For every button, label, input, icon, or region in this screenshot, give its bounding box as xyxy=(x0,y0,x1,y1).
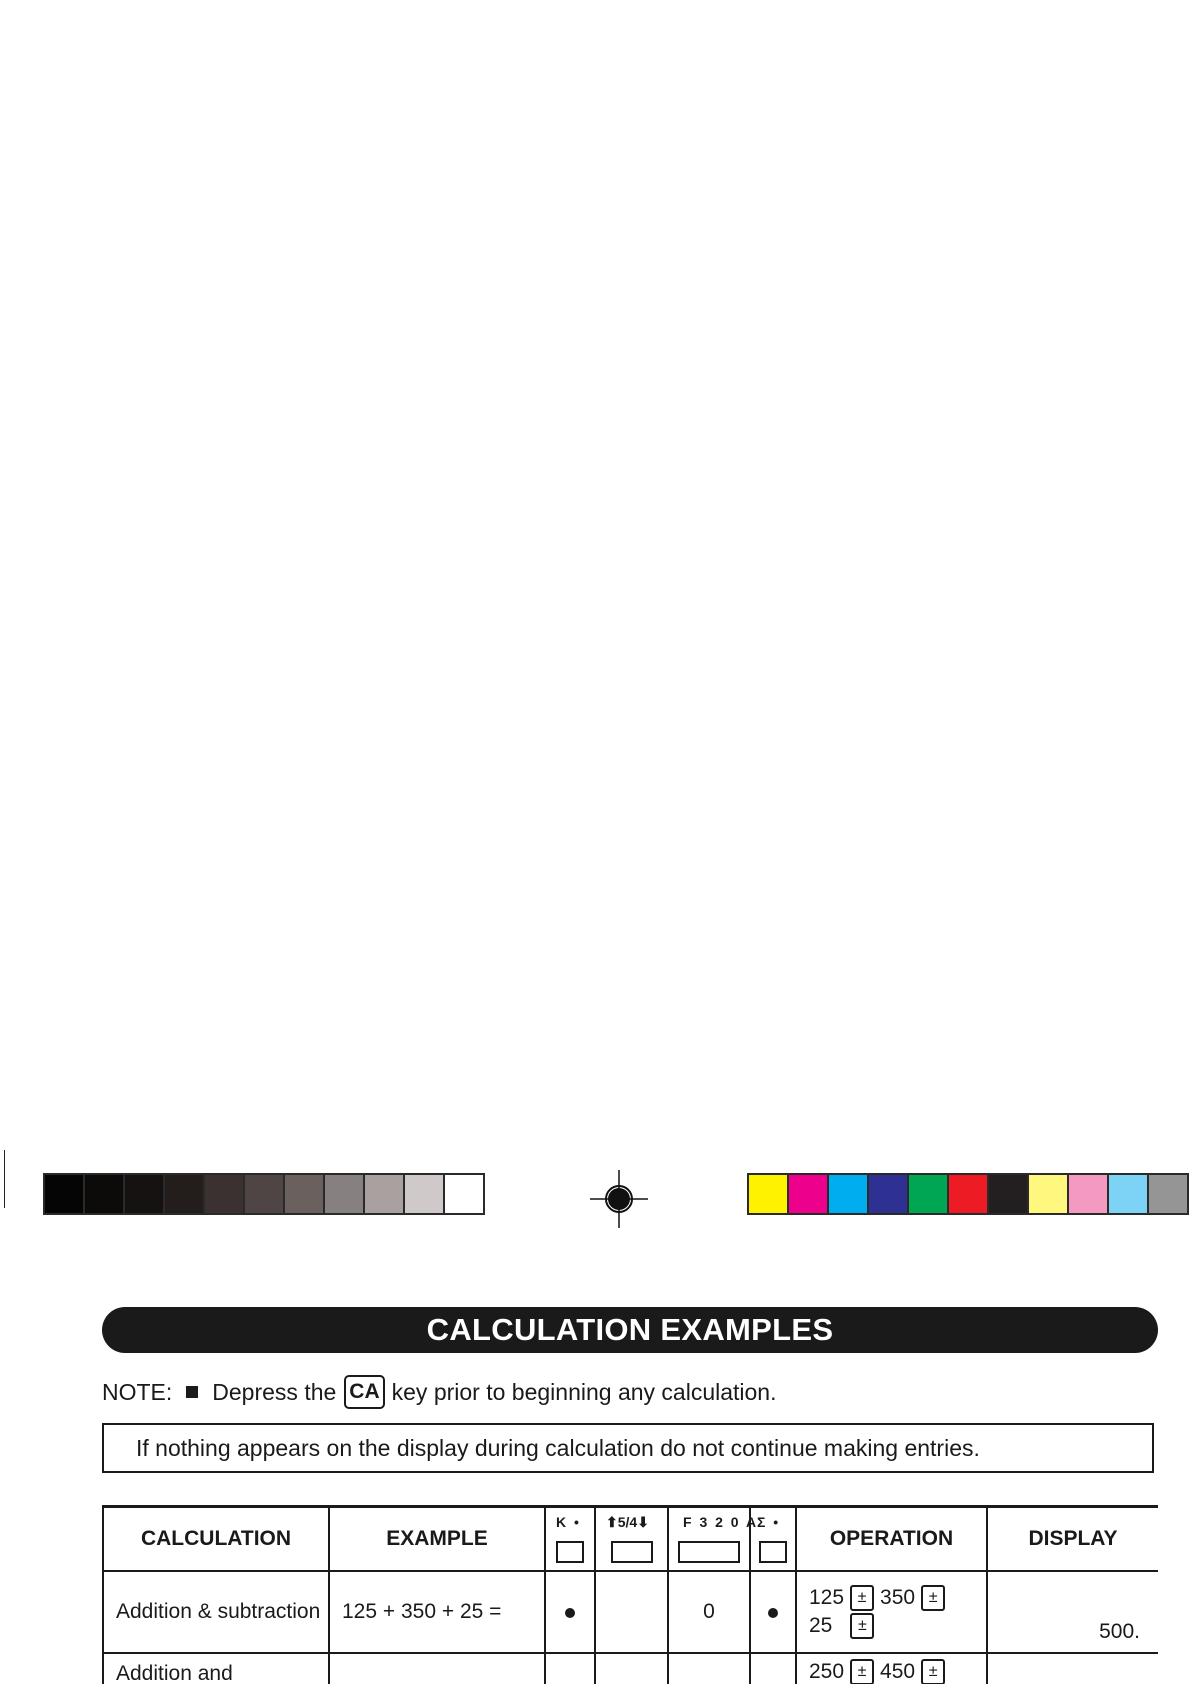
gray-swatch xyxy=(125,1175,165,1213)
note-text-before: Depress the xyxy=(212,1378,337,1405)
note-label: NOTE: xyxy=(102,1378,173,1405)
warning-box: If nothing appears on the display during calculation do not continue making entries. xyxy=(102,1423,1154,1473)
row-decimal-setting xyxy=(668,1653,750,1684)
decimal-switch-label: F 3 2 0 A xyxy=(683,1514,759,1530)
bullet-icon xyxy=(186,1386,198,1398)
gray-swatch xyxy=(245,1175,285,1213)
row-decimal-setting: 0 xyxy=(668,1571,750,1653)
plus-minus-key-icon: ± xyxy=(921,1659,945,1684)
gray-swatch xyxy=(165,1175,205,1213)
color-swatch xyxy=(909,1175,949,1213)
header-k-switch xyxy=(545,1507,595,1572)
plus-minus-key-icon: ± xyxy=(850,1613,874,1639)
header-calculation: CALCULATION xyxy=(103,1507,329,1572)
table-header-row xyxy=(103,1507,1158,1572)
color-swatch xyxy=(869,1175,909,1213)
gray-swatch xyxy=(445,1175,483,1213)
color-swatch xyxy=(749,1175,789,1213)
header-display: DISPLAY xyxy=(987,1507,1158,1572)
row-rounding-setting xyxy=(595,1571,668,1653)
row-display: 500. xyxy=(987,1571,1158,1653)
rounding-switch-icon xyxy=(611,1541,653,1563)
rounding-switch-label: ⬆5/4⬇ xyxy=(606,1514,649,1530)
sigma-switch-label: Σ • xyxy=(757,1514,781,1530)
registration-mark-icon xyxy=(590,1170,648,1228)
selected-dot-icon xyxy=(768,1608,778,1618)
gray-swatch xyxy=(325,1175,365,1213)
color-swatch xyxy=(1029,1175,1069,1213)
gray-swatch xyxy=(285,1175,325,1213)
header-decimal-switch xyxy=(668,1507,759,1572)
operation-number: 350 xyxy=(880,1586,916,1609)
color-swatch xyxy=(1069,1175,1109,1213)
crop-mark xyxy=(4,1150,5,1208)
examples-table xyxy=(102,1505,1158,1684)
page-title: CALCULATION EXAMPLES xyxy=(102,1307,1158,1353)
row-operation xyxy=(796,1653,987,1684)
row-k-setting xyxy=(545,1571,595,1653)
row-example: 125 + 350 + 25 = xyxy=(329,1571,545,1653)
color-calibration-bar xyxy=(747,1173,1189,1215)
grayscale-calibration-bar xyxy=(43,1173,485,1215)
note-text-after: key prior to beginning any calculation. xyxy=(391,1378,777,1405)
row-rounding-setting xyxy=(595,1653,668,1684)
k-switch-label: K • xyxy=(556,1514,581,1530)
table-row xyxy=(103,1653,1158,1684)
gray-swatch xyxy=(85,1175,125,1213)
row-sigma-setting xyxy=(750,1571,796,1653)
row-operation xyxy=(796,1571,987,1653)
row-k-setting xyxy=(545,1653,595,1684)
row-example xyxy=(329,1653,545,1684)
gray-swatch xyxy=(45,1175,85,1213)
decimal-switch-icon xyxy=(678,1541,740,1563)
plus-minus-key-icon: ± xyxy=(850,1659,874,1684)
gray-swatch xyxy=(405,1175,445,1213)
sigma-switch-icon xyxy=(759,1541,787,1563)
color-swatch xyxy=(989,1175,1029,1213)
color-swatch xyxy=(789,1175,829,1213)
note-line xyxy=(102,1374,777,1410)
header-rounding-switch xyxy=(595,1507,668,1572)
header-operation: OPERATION xyxy=(796,1507,987,1572)
operation-number: 25 xyxy=(809,1614,833,1637)
operation-line xyxy=(797,1584,986,1612)
operation-line xyxy=(797,1612,986,1640)
plus-minus-key-icon: ± xyxy=(850,1585,874,1611)
row-display xyxy=(987,1653,1158,1684)
row-calculation: Addition and xyxy=(103,1653,329,1684)
color-swatch xyxy=(949,1175,989,1213)
examples-table-container xyxy=(102,1505,1158,1684)
selected-dot-icon xyxy=(565,1608,575,1618)
operation-number: 250 xyxy=(809,1660,845,1683)
operation-number: 450 xyxy=(880,1660,916,1683)
row-sigma-setting xyxy=(750,1653,796,1684)
gray-swatch xyxy=(205,1175,245,1213)
k-switch-icon xyxy=(556,1541,584,1563)
color-swatch xyxy=(1109,1175,1149,1213)
operation-line xyxy=(797,1658,986,1684)
header-sigma-switch xyxy=(750,1507,796,1572)
color-swatch xyxy=(829,1175,869,1213)
table-row xyxy=(103,1571,1158,1653)
row-calculation: Addition & subtraction xyxy=(103,1571,329,1653)
header-example: EXAMPLE xyxy=(329,1507,545,1572)
gray-swatch xyxy=(365,1175,405,1213)
ca-key-icon: CA xyxy=(344,1375,384,1409)
color-swatch xyxy=(1149,1175,1187,1213)
operation-number: 125 xyxy=(809,1586,845,1609)
plus-minus-key-icon: ± xyxy=(921,1585,945,1611)
